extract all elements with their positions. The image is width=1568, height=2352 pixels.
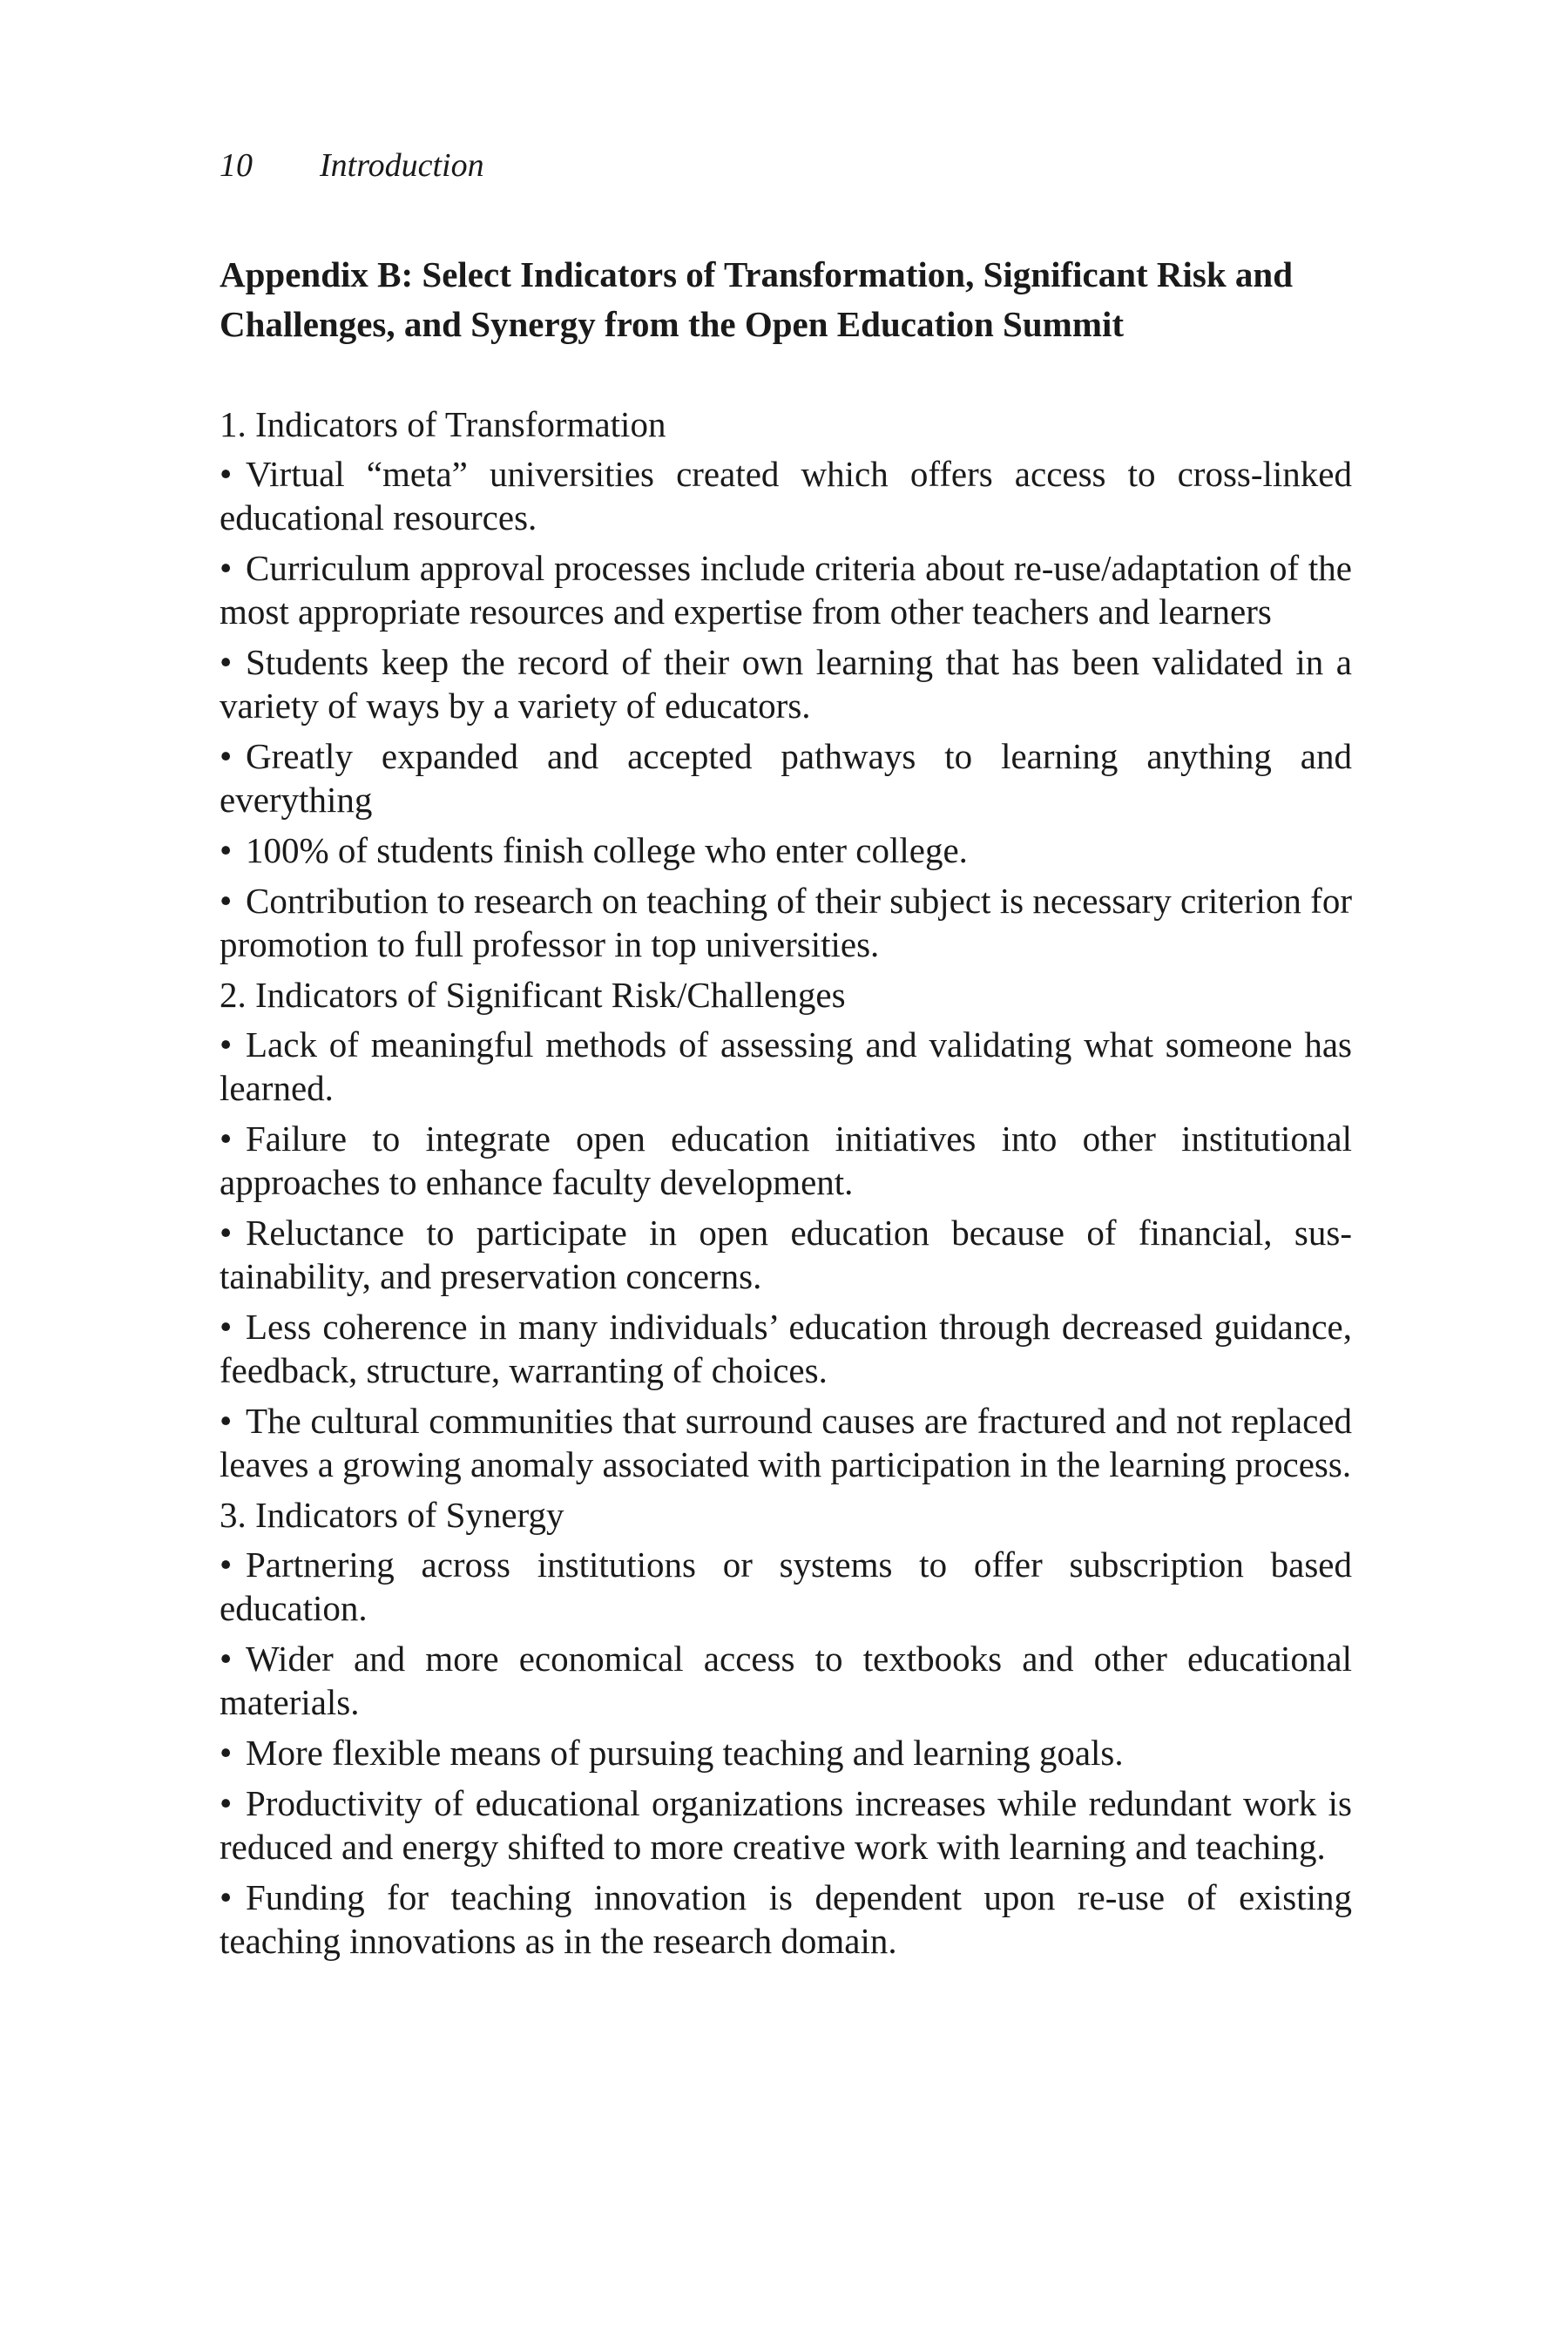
bullet-icon: • — [220, 830, 233, 870]
appendix-title: Appendix B: Select Indicators of Transformation, Significant Risk and Challenges, and Synergy from the Open Education Summit — [220, 254, 1294, 344]
bullet-icon: • — [220, 1733, 233, 1773]
item-text: 100% of students finish college who enter college. — [246, 830, 968, 870]
bullet-icon: • — [220, 1401, 233, 1441]
section-transformation — [220, 402, 1352, 966]
section-risk-challenges — [220, 973, 1352, 1486]
page-number: 10 — [220, 147, 253, 184]
bullet-icon: • — [220, 1877, 233, 1917]
list-item — [220, 879, 1352, 966]
item-text: Productivity of educational organizations increases while redundant work is reduced and energy shifted to more creative work with learning and teaching. — [220, 1783, 1352, 1867]
list-item — [220, 1876, 1352, 1963]
indicator-list — [220, 452, 1352, 966]
list-item — [220, 1117, 1352, 1204]
item-text: More flexible means of pursuing teaching and learning goals. — [246, 1733, 1124, 1773]
bullet-icon: • — [220, 1783, 233, 1823]
running-title: Introduction — [320, 147, 484, 184]
item-text: Wider and more economical access to textbooks and other educational materials. — [220, 1639, 1352, 1722]
item-text: Virtual “meta” universities created which offers access to cross-linked educational resources. — [220, 454, 1352, 537]
item-text: Partnering across institutions or systems to offer subscription based education. — [220, 1544, 1352, 1628]
list-item — [220, 1731, 1352, 1774]
bullet-icon: • — [220, 1544, 233, 1585]
item-text: Greatly expanded and accepted pathways to learning anything and everything — [220, 736, 1352, 820]
list-item — [220, 1399, 1352, 1486]
list-item — [220, 1543, 1352, 1630]
item-text: Lack of meaningful methods of assessing and validating what someone has learned. — [220, 1024, 1352, 1108]
section-synergy — [220, 1493, 1352, 1963]
bullet-icon: • — [220, 1213, 233, 1253]
bullet-icon: • — [220, 1307, 233, 1347]
indicator-list — [220, 1543, 1352, 1963]
bullet-icon: • — [220, 642, 233, 682]
running-head — [220, 144, 484, 187]
item-text: Failure to integrate open education initiatives into other institutional approaches to enhance faculty development. — [220, 1119, 1352, 1202]
item-text: The cultural communities that surround causes are fractured and not replaced leaves a growing anomaly associated with participation in the learning process. — [220, 1401, 1352, 1484]
bullet-icon: • — [220, 1119, 233, 1159]
section-heading: 2. Indicators of Significant Risk/Challenges — [220, 975, 846, 1015]
indicator-list — [220, 1023, 1352, 1486]
list-item — [220, 1637, 1352, 1724]
bullet-icon: • — [220, 881, 233, 921]
list-item — [220, 1023, 1352, 1110]
list-item — [220, 1781, 1352, 1869]
bullet-icon: • — [220, 1639, 233, 1679]
bullet-icon: • — [220, 736, 233, 776]
list-item — [220, 452, 1352, 539]
item-text: Students keep the record of their own learning that has been validated in a variety of ways by a variety of educators. — [220, 642, 1352, 726]
item-text: Curriculum approval processes include criteria about re-use/adaptation of the most appropriate resources and expertise from other teachers and learners — [220, 548, 1352, 632]
bullet-icon: • — [220, 548, 233, 588]
section-heading: 3. Indicators of Synergy — [220, 1495, 564, 1535]
item-text: Funding for teaching innovation is dependent upon re-use of existing teaching innovations as in the research domain. — [220, 1877, 1352, 1961]
item-text: Reluctance to participate in open education because of financial, sustainability, and preservation concerns. — [220, 1213, 1352, 1296]
list-item — [220, 734, 1352, 821]
list-item — [220, 546, 1352, 633]
list-item — [220, 640, 1352, 727]
bullet-icon: • — [220, 454, 233, 494]
item-text: Less coherence in many individuals’ education through decreased guidance, feedback, structure, warranting of choices. — [220, 1307, 1352, 1390]
list-item — [220, 1211, 1352, 1298]
appendix-content — [220, 402, 1352, 1970]
list-item — [220, 1305, 1352, 1392]
section-heading: 1. Indicators of Transformation — [220, 404, 666, 444]
item-text: Contribution to research on teaching of their subject is necessary criterion for promotion to full professor in top universities. — [220, 881, 1352, 964]
list-item — [220, 828, 1352, 872]
bullet-icon: • — [220, 1024, 233, 1064]
